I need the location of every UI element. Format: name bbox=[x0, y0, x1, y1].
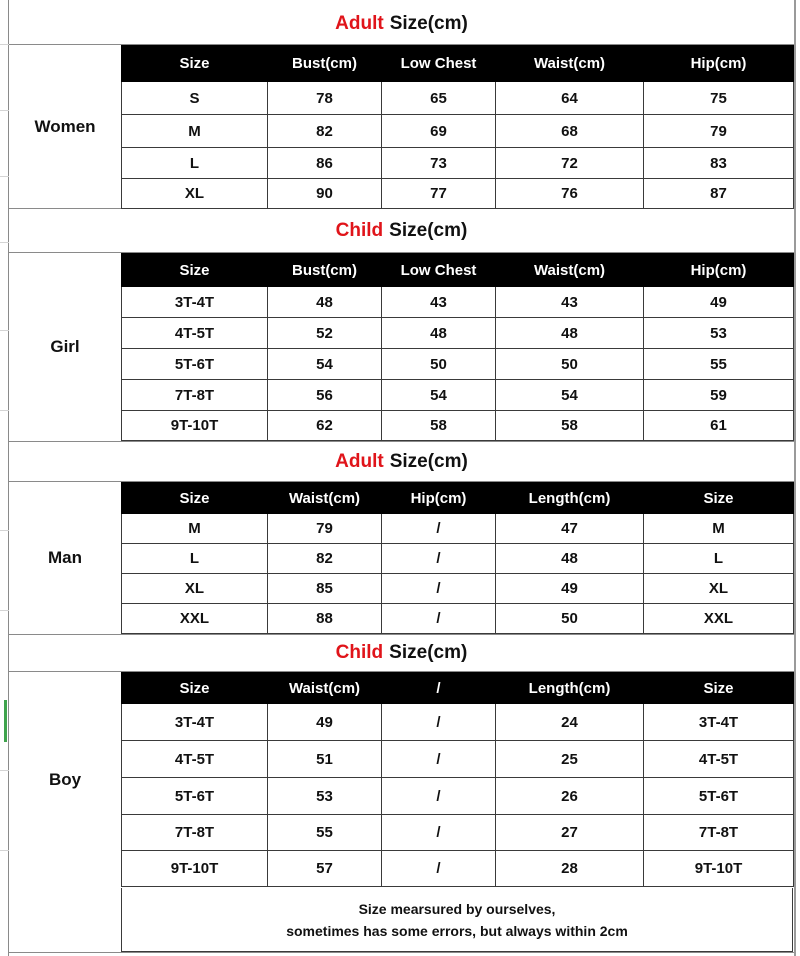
table-cell: 5T-6T bbox=[122, 349, 268, 380]
table-cell: 7T-8T bbox=[122, 380, 268, 411]
header-cell: Length(cm) bbox=[496, 673, 644, 704]
table-cell: 59 bbox=[644, 380, 794, 411]
title-text: Size(cm) bbox=[389, 450, 468, 472]
header-cell: Size bbox=[644, 673, 794, 704]
table-cell: 76 bbox=[496, 179, 644, 209]
table-cell: 79 bbox=[644, 115, 794, 148]
table-cell: 61 bbox=[644, 411, 794, 441]
title-accent: Adult bbox=[335, 450, 384, 472]
table-cell: 82 bbox=[268, 544, 382, 574]
header-cell: / bbox=[382, 673, 496, 704]
row-gridline bbox=[0, 242, 9, 243]
table-cell: 24 bbox=[496, 704, 644, 741]
row-gridline bbox=[0, 330, 9, 331]
header-cell: Size bbox=[644, 483, 794, 514]
table-cell: / bbox=[382, 851, 496, 887]
table-row bbox=[122, 604, 794, 634]
boy-size-section bbox=[9, 672, 794, 888]
table-cell: / bbox=[382, 514, 496, 544]
title-text: Size(cm) bbox=[389, 642, 468, 663]
measurement-note bbox=[121, 888, 793, 952]
header-cell: Low Chest bbox=[382, 46, 496, 82]
header-cell: Hip(cm) bbox=[382, 483, 496, 514]
table-cell: 57 bbox=[268, 851, 382, 887]
header-cell: Length(cm) bbox=[496, 483, 644, 514]
header-cell: Hip(cm) bbox=[644, 46, 794, 82]
table-cell: / bbox=[382, 604, 496, 634]
table-cell: 4T-5T bbox=[644, 741, 794, 778]
table-cell: 5T-6T bbox=[644, 778, 794, 815]
table-cell: 49 bbox=[644, 287, 794, 318]
table-row bbox=[122, 778, 794, 815]
women-size-table bbox=[121, 45, 794, 209]
table-cell: 64 bbox=[496, 82, 644, 115]
table-row bbox=[122, 851, 794, 887]
table-cell: / bbox=[382, 544, 496, 574]
row-gridline bbox=[0, 44, 9, 45]
table-cell: 86 bbox=[268, 148, 382, 179]
table-cell: 88 bbox=[268, 604, 382, 634]
table-cell: 28 bbox=[496, 851, 644, 887]
header-cell: Waist(cm) bbox=[268, 673, 382, 704]
header-cell: Size bbox=[122, 46, 268, 82]
title-accent: Adult bbox=[335, 13, 384, 34]
header-cell: Waist(cm) bbox=[268, 483, 382, 514]
table-cell: 90 bbox=[268, 179, 382, 209]
table-cell: 49 bbox=[268, 704, 382, 741]
row-gridline bbox=[0, 770, 9, 771]
table-cell: 5T-6T bbox=[122, 778, 268, 815]
table-cell: 43 bbox=[496, 287, 644, 318]
table-cell: 73 bbox=[382, 148, 496, 179]
table-row bbox=[122, 741, 794, 778]
title-accent: Child bbox=[335, 642, 384, 663]
table-cell: 7T-8T bbox=[122, 815, 268, 851]
table-cell: 51 bbox=[268, 741, 382, 778]
table-cell: / bbox=[382, 741, 496, 778]
title-text: Size(cm) bbox=[389, 13, 468, 34]
table-cell: 3T-4T bbox=[644, 704, 794, 741]
table-row bbox=[122, 349, 794, 380]
table-row bbox=[122, 574, 794, 604]
table-row bbox=[122, 704, 794, 741]
table-cell: 54 bbox=[268, 349, 382, 380]
table-cell: 58 bbox=[382, 411, 496, 441]
table-cell: 7T-8T bbox=[644, 815, 794, 851]
table-cell: XL bbox=[644, 574, 794, 604]
table-cell: 62 bbox=[268, 411, 382, 441]
table-cell: 50 bbox=[496, 604, 644, 634]
table-cell: 65 bbox=[382, 82, 496, 115]
table-row bbox=[122, 318, 794, 349]
table-cell: 68 bbox=[496, 115, 644, 148]
table-cell: 48 bbox=[496, 318, 644, 349]
category-label-man: Man bbox=[48, 548, 82, 567]
table-cell: 55 bbox=[644, 349, 794, 380]
table-cell: 48 bbox=[382, 318, 496, 349]
row-gridline bbox=[0, 410, 9, 411]
table-header-row bbox=[122, 673, 794, 704]
table-row bbox=[122, 544, 794, 574]
table-cell: L bbox=[644, 544, 794, 574]
header-cell: Waist(cm) bbox=[496, 46, 644, 82]
header-cell: Low Chest bbox=[382, 254, 496, 287]
table-cell: 78 bbox=[268, 82, 382, 115]
section-title-adult-women bbox=[9, 4, 794, 45]
table-cell: S bbox=[122, 82, 268, 115]
table-row bbox=[122, 179, 794, 209]
measurement-note-row bbox=[9, 888, 794, 953]
row-gridline bbox=[0, 610, 9, 611]
table-row bbox=[122, 514, 794, 544]
header-cell: Size bbox=[122, 483, 268, 514]
header-cell: Bust(cm) bbox=[268, 254, 382, 287]
table-cell: 72 bbox=[496, 148, 644, 179]
row-gridline bbox=[0, 110, 9, 111]
category-label-girl: Girl bbox=[50, 337, 80, 356]
table-cell: 25 bbox=[496, 741, 644, 778]
section-title-adult-man bbox=[9, 442, 794, 482]
row-gridline bbox=[0, 176, 9, 177]
table-cell: 52 bbox=[268, 318, 382, 349]
table-cell: 9T-10T bbox=[644, 851, 794, 887]
table-cell: 4T-5T bbox=[122, 741, 268, 778]
table-cell: L bbox=[122, 544, 268, 574]
table-cell: 87 bbox=[644, 179, 794, 209]
section-title-child-girl bbox=[9, 209, 794, 253]
table-row bbox=[122, 82, 794, 115]
boy-size-table bbox=[121, 672, 794, 887]
note-line-1: Size mearsured by ourselves, bbox=[358, 900, 556, 917]
table-cell: 79 bbox=[268, 514, 382, 544]
table-cell: 50 bbox=[496, 349, 644, 380]
table-cell: 27 bbox=[496, 815, 644, 851]
note-line-2: sometimes has some errors, but always within 2cm bbox=[286, 922, 628, 939]
table-cell: 47 bbox=[496, 514, 644, 544]
table-row bbox=[122, 380, 794, 411]
header-cell: Hip(cm) bbox=[644, 254, 794, 287]
table-cell: XXL bbox=[122, 604, 268, 634]
table-cell: 85 bbox=[268, 574, 382, 604]
row-gridline bbox=[0, 850, 9, 851]
table-cell: 26 bbox=[496, 778, 644, 815]
table-cell: M bbox=[122, 514, 268, 544]
table-cell: 77 bbox=[382, 179, 496, 209]
girl-size-table bbox=[121, 253, 794, 441]
table-cell: XL bbox=[122, 179, 268, 209]
table-cell: 48 bbox=[496, 544, 644, 574]
man-size-table bbox=[121, 482, 794, 634]
table-cell: / bbox=[382, 704, 496, 741]
table-cell: 53 bbox=[268, 778, 382, 815]
row-gridline bbox=[0, 530, 9, 531]
table-cell: 48 bbox=[268, 287, 382, 318]
title-accent: Child bbox=[335, 219, 384, 241]
category-label-women: Women bbox=[34, 116, 96, 136]
table-cell: / bbox=[382, 574, 496, 604]
table-row bbox=[122, 115, 794, 148]
table-cell: / bbox=[382, 778, 496, 815]
table-cell: 56 bbox=[268, 380, 382, 411]
table-cell: 3T-4T bbox=[122, 287, 268, 318]
women-size-section bbox=[9, 45, 794, 209]
table-cell: 3T-4T bbox=[122, 704, 268, 741]
man-size-section bbox=[9, 482, 794, 635]
header-cell: Size bbox=[122, 254, 268, 287]
title-text: Size(cm) bbox=[389, 219, 468, 241]
table-cell: 4T-5T bbox=[122, 318, 268, 349]
table-row bbox=[122, 815, 794, 851]
table-cell: M bbox=[644, 514, 794, 544]
header-cell: Size bbox=[122, 673, 268, 704]
table-cell: 83 bbox=[644, 148, 794, 179]
table-cell: L bbox=[122, 148, 268, 179]
table-cell: 55 bbox=[268, 815, 382, 851]
table-cell: / bbox=[382, 815, 496, 851]
category-label-boy: Boy bbox=[48, 770, 82, 789]
table-header-row bbox=[122, 46, 794, 82]
section-title-child-boy bbox=[9, 635, 794, 672]
table-cell: 9T-10T bbox=[122, 411, 268, 441]
table-cell: 58 bbox=[496, 411, 644, 441]
table-cell: 75 bbox=[644, 82, 794, 115]
table-row bbox=[122, 148, 794, 179]
table-cell: 9T-10T bbox=[122, 851, 268, 887]
table-cell: 50 bbox=[382, 349, 496, 380]
table-cell: M bbox=[122, 115, 268, 148]
cell-selection-marker bbox=[4, 700, 7, 742]
table-cell: 49 bbox=[496, 574, 644, 604]
table-header-row bbox=[122, 483, 794, 514]
table-header-row bbox=[122, 254, 794, 287]
table-cell: 69 bbox=[382, 115, 496, 148]
table-cell: XXL bbox=[644, 604, 794, 634]
table-cell: 54 bbox=[382, 380, 496, 411]
table-cell: 54 bbox=[496, 380, 644, 411]
header-cell: Waist(cm) bbox=[496, 254, 644, 287]
girl-size-section bbox=[9, 253, 794, 442]
sheet-right-edge bbox=[794, 0, 796, 956]
table-row bbox=[122, 411, 794, 441]
table-cell: 43 bbox=[382, 287, 496, 318]
table-cell: 53 bbox=[644, 318, 794, 349]
table-row bbox=[122, 287, 794, 318]
table-cell: 82 bbox=[268, 115, 382, 148]
header-cell: Bust(cm) bbox=[268, 46, 382, 82]
table-cell: XL bbox=[122, 574, 268, 604]
